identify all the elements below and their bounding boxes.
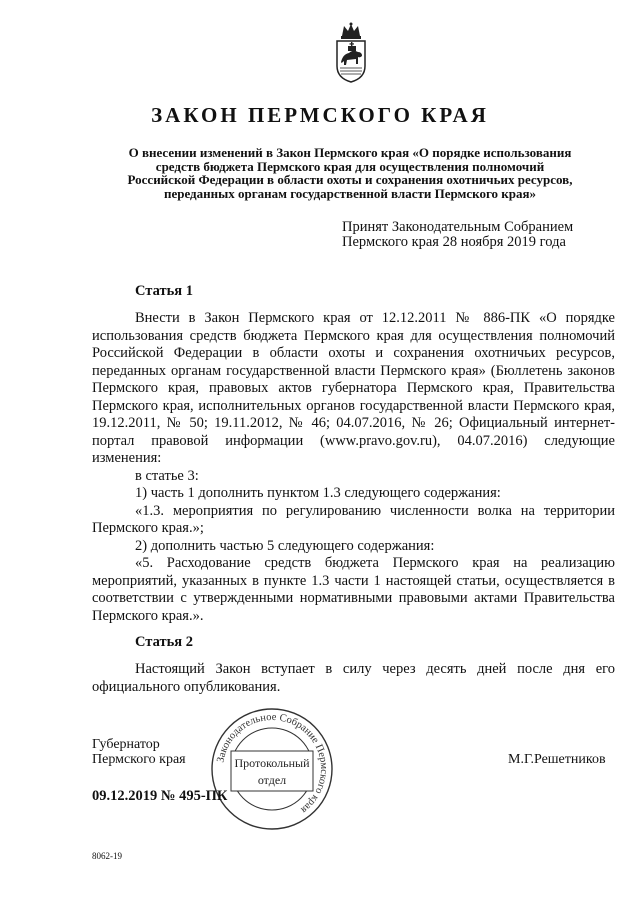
article-1-paragraph: 2) дополнить частью 5 следующего содержания:	[135, 537, 435, 554]
article-2-body	[92, 661, 615, 696]
article-1-paragraph: «5. Расходование средств бюджета Пермского края на реализацию мероприятий, указанных в пункте 1.3 части 1 настоящей статьи, осуществляется в соответствии с утвержденными нормативными правовыми актами Правительства Пермского края.».	[92, 555, 615, 624]
article-1-paragraph: 1) часть 1 дополнить пунктом 1.3 следующего содержания:	[135, 485, 501, 501]
signatory-name: М.Г.Решетников	[508, 752, 606, 767]
subtitle-line: средств бюджета Пермского края для осуществления полномочий	[155, 158, 545, 174]
subtitle-line: Российской Федерации в области охоты и сохранения охотничьих ресурсов,	[127, 172, 573, 187]
document-code: 8062-19	[92, 851, 122, 861]
stamp-center-line: отдел	[257, 773, 287, 787]
article-1-paragraph: Внести в Закон Пермского края от 12.12.2011 № 886-ПК «О порядке использования средств бюджета Пермского края для осуществления полномочий Российской Федерации в области охоты и сохранения охотничьих ресурсов, переданных органам государственной власти Пермского края» (Бюллетень законов Пермского края, правовых актов губернатора Пермского края, Правительства Пермского края, исполнительных органов государственной власти Пермского края, 19.12.2011, № 50; 19.11.2012, № 46; 04.07.2016, № 26; Официальный интернет-портал правовой информации (www.pravo.gov.ru), 04.07.2016) следующие изменения:	[92, 310, 615, 466]
position-line: Пермского края	[92, 751, 186, 767]
article-2-paragraph: Настоящий Закон вступает в силу через десять дней после дня его официального опубликования.	[92, 661, 615, 695]
article-1-paragraph: «1.3. мероприятия по регулированию численности волка на территории Пермского края.»;	[92, 502, 615, 536]
article-2-heading: Статья 2	[135, 634, 193, 650]
adoption-note	[342, 220, 573, 250]
law-subtitle	[70, 146, 630, 200]
law-date-number: 09.12.2019 № 495-ПК	[92, 788, 228, 804]
coat-of-arms-emblem	[331, 22, 371, 84]
stamp-center-line: Протокольный	[234, 756, 310, 770]
official-stamp	[208, 705, 336, 833]
signatory-position	[92, 738, 186, 767]
position-line: Губернатор	[92, 737, 160, 752]
article-1-body	[92, 310, 615, 625]
adoption-line: Пермского края 28 ноября 2019 года	[342, 234, 566, 250]
article-1-heading: Статья 1	[135, 283, 193, 299]
adoption-line: Принят Законодательным Собранием	[342, 219, 574, 235]
subtitle-line: О внесении изменений в Закон Пермского края «О порядке использования	[128, 145, 572, 160]
subtitle-line: переданных органам государственной власти Пермского края»	[163, 185, 537, 201]
law-title: ЗАКОН ПЕРМСКОГО КРАЯ	[151, 103, 489, 127]
stamp-ring-text: Законодательное Собрание Пермского края	[215, 711, 330, 816]
article-1-paragraph: в статье 3:	[135, 467, 199, 484]
